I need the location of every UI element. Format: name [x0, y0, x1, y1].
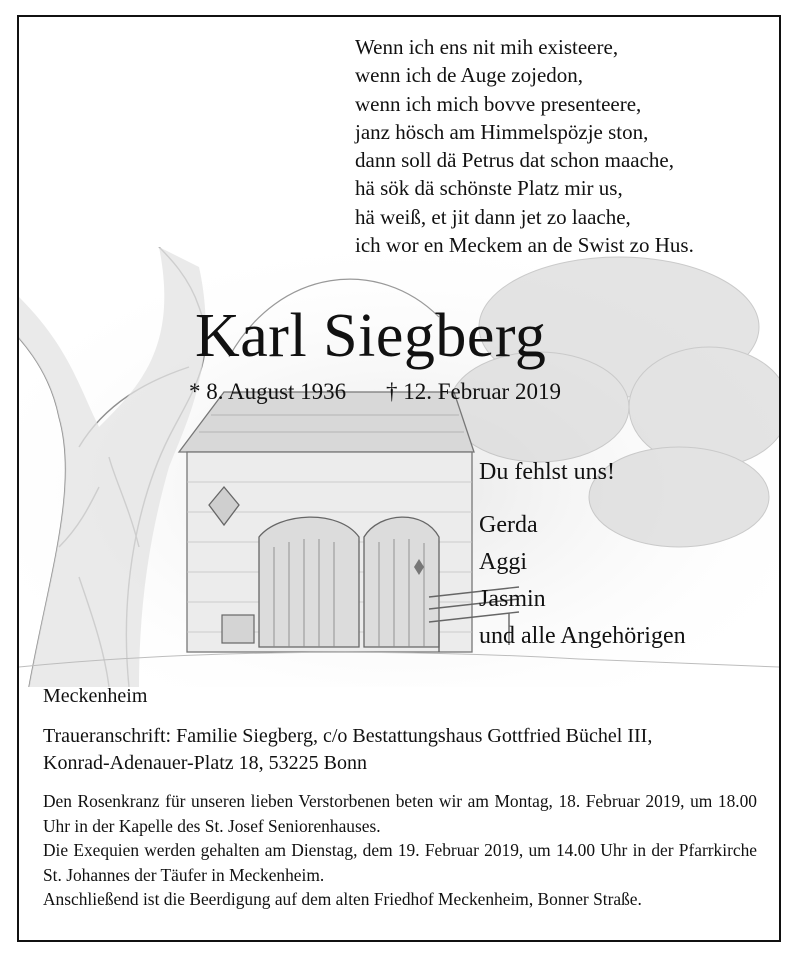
- address-line: Traueranschrift: Familie Siegberg, c/o Bestattungshaus Gottfried Büchel III,: [43, 725, 653, 747]
- address-line: Konrad-Adenauer-Platz 18, 53225 Bonn: [43, 752, 367, 774]
- poem-line: dann soll dä Petrus dat schon maache,: [355, 148, 674, 173]
- poem-line: Wenn ich ens nit mih existeere,: [355, 35, 619, 59]
- poem: [355, 33, 694, 259]
- mourner-name: Aggi: [479, 549, 527, 575]
- mourner-list: [479, 507, 686, 655]
- place-of-residence: Meckenheim: [43, 685, 148, 707]
- mourner-heading: Du fehlst uns!: [479, 459, 615, 485]
- obituary-notice: [17, 15, 781, 942]
- mourner-name: Gerda: [479, 512, 538, 538]
- mourner-name: und alle Angehörigen: [479, 623, 686, 649]
- mourning-address: [43, 723, 652, 777]
- life-dates: [189, 379, 561, 405]
- poem-line: ich wor en Meckem an de Swist zo Hus.: [355, 233, 694, 258]
- birth-date: * 8. August 1936: [189, 379, 347, 404]
- service-information: [43, 789, 757, 912]
- burial-info: Anschließend ist die Beerdigung auf dem alten Friedhof Meckenheim, Bonner Straße.: [43, 889, 642, 910]
- poem-line: hä sök dä schönste Platz mir us,: [355, 176, 623, 201]
- rosary-info: Den Rosenkranz für unseren lieben Verstorbenen beten wir am Montag, 18. Februar 2019, um 18.00 Uhr in der Kapelle des St. Josef Seniorenhauses.: [43, 791, 757, 836]
- mourner-name: Jasmin: [479, 586, 546, 612]
- poem-line: wenn ich de Auge zojedon,: [355, 63, 584, 88]
- deceased-name: Karl Siegberg: [195, 302, 547, 370]
- death-date: † 12. Februar 2019: [385, 379, 561, 404]
- exequies-info: Die Exequien werden gehalten am Dienstag, dem 19. Februar 2019, um 14.00 Uhr in der Pfarrkirche St. Johannes der Täufer in Meckenheim.: [43, 840, 757, 885]
- poem-line: hä weiß, et jit dann jet zo laache,: [355, 204, 631, 229]
- poem-line: janz hösch am Himmelspözje ston,: [355, 119, 649, 144]
- poem-line: wenn ich mich bovve presenteere,: [355, 91, 642, 116]
